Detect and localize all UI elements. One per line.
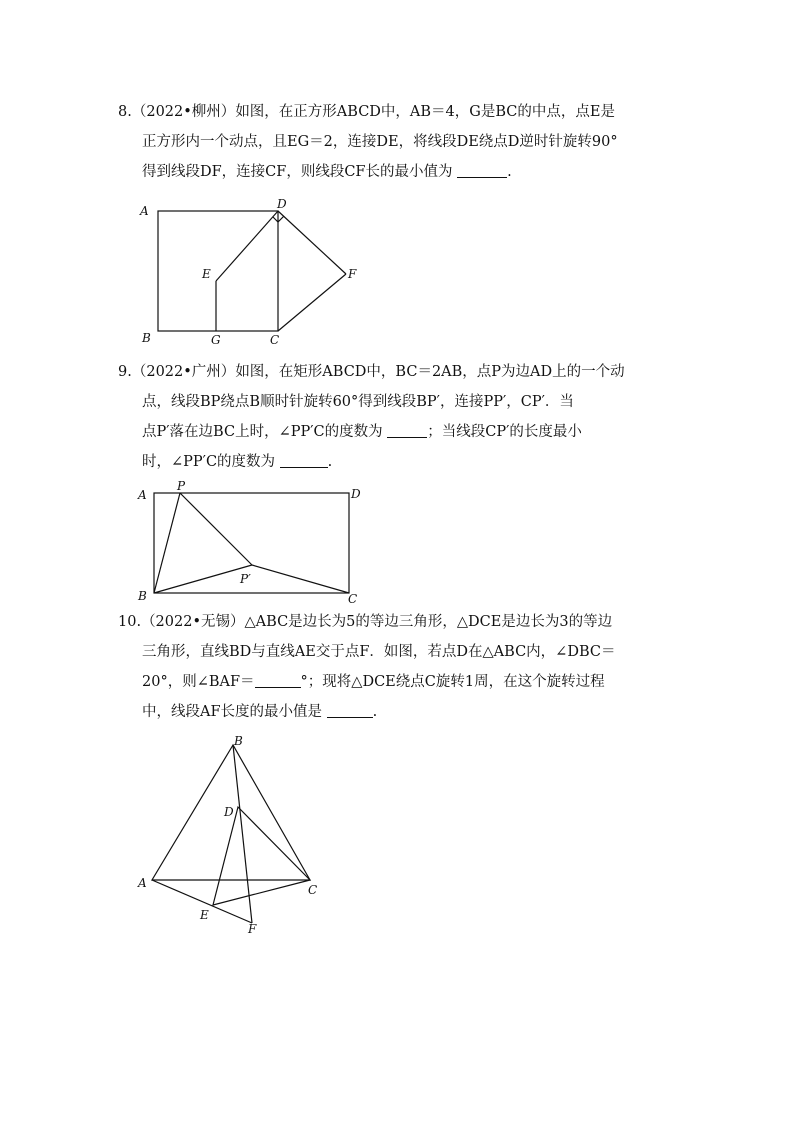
q10-number: 10. [118, 614, 142, 630]
q10-label-F: F [248, 922, 257, 936]
q9-text-3b: ；当线段CP′的长度最小 [427, 424, 582, 440]
q8-label-C: C [270, 333, 280, 346]
q9-source: （2022•广州） [131, 364, 236, 380]
q8-label-F: F [348, 267, 357, 281]
q9-label-B: B [138, 589, 147, 603]
question-10 [118, 607, 678, 727]
q10-label-D: D [224, 805, 234, 819]
q9-period: . [327, 454, 333, 470]
q9-segment-BP2 [154, 565, 252, 593]
q8-segment-CF [278, 274, 346, 331]
q10-line-4 [118, 697, 678, 727]
q9-label-A: A [138, 488, 147, 502]
question-9 [118, 357, 678, 477]
q9-answer-blank-2[interactable] [280, 451, 328, 468]
q9-text-3a: 点P′落在边BC上时，∠PP′C的度数为 [142, 424, 383, 440]
q9-line-1 [118, 357, 678, 387]
q8-answer-blank[interactable] [457, 161, 507, 178]
q9-segment-BP [154, 493, 180, 593]
q9-line-3 [118, 417, 678, 447]
q10-text-3a: 20°，则∠BAF＝ [142, 674, 255, 690]
q9-segment-CP2 [252, 565, 349, 593]
q9-segment-PP2 [180, 493, 252, 565]
q8-label-E: E [202, 267, 211, 281]
q10-label-C: C [308, 883, 318, 897]
q8-label-B: B [142, 331, 151, 345]
q10-text-1: △ABC是边长为5的等边三角形，△DCE是边长为3的等边 [244, 614, 613, 630]
q8-source: （2022•柳州） [131, 104, 236, 120]
q8-line-3 [118, 157, 678, 187]
q10-text-3b: °；现将△DCE绕点C旋转1周，在这个旋转过程 [300, 674, 605, 690]
q9-label-P: P [177, 479, 186, 493]
q10-text-4: 中，线段AF长度的最小值是 [142, 704, 323, 720]
q8-segment-DF [278, 211, 346, 274]
q8-text-1: 如图，在正方形ABCD中，AB＝4，G是BC的中点，点E是 [235, 104, 615, 120]
q8-label-G: G [211, 333, 221, 346]
q10-period: . [372, 704, 378, 720]
q8-figure [130, 196, 370, 346]
q10-source: （2022•无锡） [141, 614, 245, 630]
q10-label-A: A [138, 876, 147, 890]
q10-line-BF [233, 745, 252, 923]
q9-label-C: C [348, 592, 358, 606]
q9-number: 9. [118, 364, 132, 380]
q10-triangle-DCE [213, 807, 310, 905]
q10-answer-blank-2[interactable] [327, 701, 373, 718]
q10-figure [130, 730, 340, 940]
q10-line-1 [118, 607, 678, 637]
q8-segment-DE [216, 211, 278, 281]
q10-line-3 [118, 667, 678, 697]
q9-text-1: 如图，在矩形ABCD中，BC＝2AB，点P为边AD上的一个动 [235, 364, 625, 380]
q10-label-E: E [200, 908, 209, 922]
q8-number: 8. [118, 104, 132, 120]
q9-line-4 [118, 447, 678, 477]
q9-text-2: 点，线段BP绕点B顺时针旋转60°得到线段BP′，连接PP′，CP′．当 [142, 394, 574, 410]
q9-rectangle [154, 493, 349, 593]
q9-label-P-prime: P′ [240, 572, 251, 586]
q9-answer-blank-1[interactable] [387, 421, 427, 438]
q10-text-2: 三角形，直线BD与直线AE交于点F．如图，若点D在△ABC内，∠DBC＝ [142, 644, 616, 660]
q8-line-1 [118, 97, 678, 127]
q9-text-4: 时，∠PP′C的度数为 [142, 454, 276, 470]
q9-label-D: D [351, 487, 361, 501]
q9-figure [130, 478, 380, 608]
question-8 [118, 97, 678, 187]
q8-square [158, 211, 278, 331]
q8-text-2: 正方形内一个动点，且EG＝2，连接DE，将线段DE绕点D逆时针旋转90° [142, 134, 618, 150]
q8-period: . [507, 164, 512, 180]
q10-answer-blank-1[interactable] [255, 671, 301, 688]
q8-label-A: A [140, 204, 149, 218]
q8-label-D: D [277, 197, 287, 211]
q8-text-3: 得到线段DF，连接CF，则线段CF长的最小值为 [142, 164, 453, 180]
q10-label-B: B [234, 734, 243, 748]
